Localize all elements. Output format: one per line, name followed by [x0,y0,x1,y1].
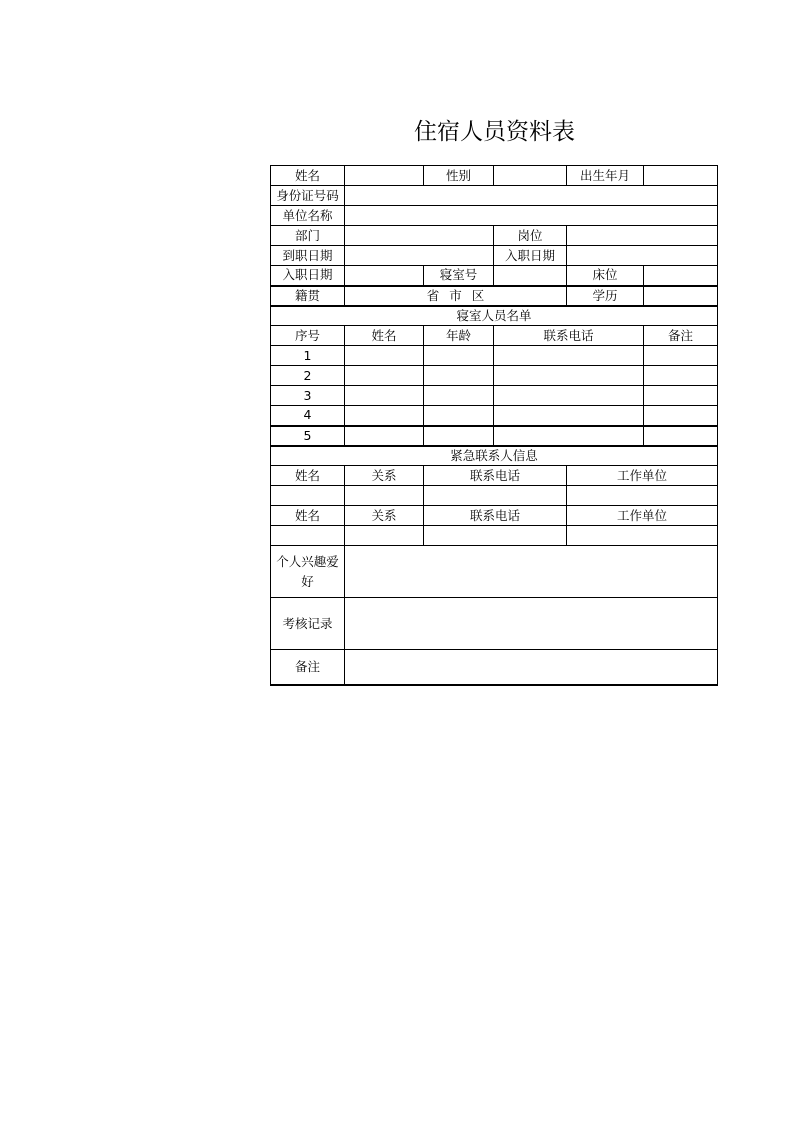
roommate-phone-field[interactable] [494,366,644,386]
table-row [271,406,718,426]
origin-label: 籍贯 [271,286,345,306]
roommate-phone-field[interactable] [494,406,644,426]
hobby-field[interactable] [345,546,718,598]
origin-field[interactable] [345,286,567,306]
row-dept-position [271,226,718,246]
emergency-header-phone-2: 联系电话 [424,506,567,526]
roommate-name-field[interactable] [345,426,424,446]
roommate-phone-field[interactable] [494,426,644,446]
dorm-label: 寝室号 [424,266,494,286]
emergency-header-name: 姓名 [271,466,345,486]
table-row [271,426,718,446]
emergency-workplace-field-2[interactable] [567,526,718,546]
roommates-header-name: 姓名 [345,326,424,346]
roommate-index: 3 [271,386,345,406]
arrive-date-field[interactable] [345,246,494,266]
arrive-date-label: 到职日期 [271,246,345,266]
join-date-field[interactable] [567,246,718,266]
row-emergency-header [271,466,718,486]
emergency-header-workplace: 工作单位 [567,466,718,486]
company-label: 单位名称 [271,206,345,226]
origin-province: 省 [426,287,440,303]
origin-district: 区 [471,287,485,303]
dept-label: 部门 [271,226,345,246]
emergency-workplace-field[interactable] [567,486,718,506]
table-row [271,526,718,546]
emergency-relation-field-2[interactable] [345,526,424,546]
row-name-gender-birth [271,166,718,186]
company-field[interactable] [345,206,718,226]
row-arrive-join [271,246,718,266]
row-emergency-title [271,446,718,466]
emergency-name-field-2[interactable] [271,526,345,546]
row-roommates-title [271,306,718,326]
table-row [271,366,718,386]
remark-field[interactable] [345,650,718,685]
row-hobby [271,546,718,598]
row-remark [271,650,718,685]
dorm-field[interactable] [494,266,567,286]
bed-field[interactable] [644,266,718,286]
review-field[interactable] [345,598,718,650]
roommate-age-field[interactable] [424,386,494,406]
emergency-phone-field-2[interactable] [424,526,567,546]
roommate-index: 1 [271,346,345,366]
emergency-relation-field[interactable] [345,486,424,506]
row-roommates-header [271,326,718,346]
hobby-label [271,546,345,598]
roommate-age-field[interactable] [424,406,494,426]
join-date-label: 入职日期 [494,246,567,266]
roommate-index: 2 [271,366,345,386]
emergency-section-title: 紧急联系人信息 [271,446,718,466]
review-label: 考核记录 [271,598,345,650]
roommates-section-title: 寝室人员名单 [271,306,718,326]
emergency-header-name-2: 姓名 [271,506,345,526]
roommate-remark-field[interactable] [644,406,718,426]
emergency-header-phone: 联系电话 [424,466,567,486]
roommate-age-field[interactable] [424,426,494,446]
roommate-index: 5 [271,426,345,446]
table-row [271,486,718,506]
roommate-phone-field[interactable] [494,386,644,406]
name-label: 姓名 [271,166,345,186]
dept-field[interactable] [345,226,494,246]
position-label: 岗位 [494,226,567,246]
emergency-header-workplace-2: 工作单位 [567,506,718,526]
roommate-index: 4 [271,406,345,426]
emergency-phone-field[interactable] [424,486,567,506]
id-number-field[interactable] [345,186,718,206]
roommate-remark-field[interactable] [644,386,718,406]
bed-label: 床位 [567,266,644,286]
origin-city: 市 [449,287,462,303]
emergency-header-relation: 关系 [345,466,424,486]
roommate-remark-field[interactable] [644,366,718,386]
roommate-phone-field[interactable] [494,346,644,366]
row-company [271,206,718,226]
gender-label: 性别 [424,166,494,186]
roommate-age-field[interactable] [424,346,494,366]
page-title: 住宿人员资料表 [414,119,575,145]
birth-field[interactable] [644,166,718,186]
roommate-remark-field[interactable] [644,426,718,446]
roommates-header-age: 年龄 [424,326,494,346]
hobby-label-text: 个人兴趣爱好 [276,553,339,589]
join-date-label-2: 入职日期 [271,266,345,286]
roommates-header-index: 序号 [271,326,345,346]
roommate-name-field[interactable] [345,346,424,366]
roommates-header-remark: 备注 [644,326,718,346]
id-number-label: 身份证号码 [271,186,345,206]
roommate-remark-field[interactable] [644,346,718,366]
roommates-header-phone: 联系电话 [494,326,644,346]
emergency-header-relation-2: 关系 [345,506,424,526]
join-date-field-2[interactable] [345,266,424,286]
row-origin-education [271,286,718,306]
table-row [271,346,718,366]
emergency-name-field[interactable] [271,486,345,506]
gender-field[interactable] [494,166,567,186]
row-id-number [271,186,718,206]
roommate-name-field[interactable] [345,386,424,406]
row-review [271,598,718,650]
row-join-dorm-bed [271,266,718,286]
roommate-age-field[interactable] [424,366,494,386]
table-row [271,386,718,406]
roommate-name-field[interactable] [345,366,424,386]
education-label: 学历 [567,286,644,306]
roommate-name-field[interactable] [345,406,424,426]
accommodation-form-table [270,165,718,686]
row-emergency-header-2 [271,506,718,526]
education-field[interactable] [644,286,718,306]
remark-label: 备注 [271,650,345,685]
position-field[interactable] [567,226,718,246]
birth-label: 出生年月 [567,166,644,186]
name-field[interactable] [345,166,424,186]
